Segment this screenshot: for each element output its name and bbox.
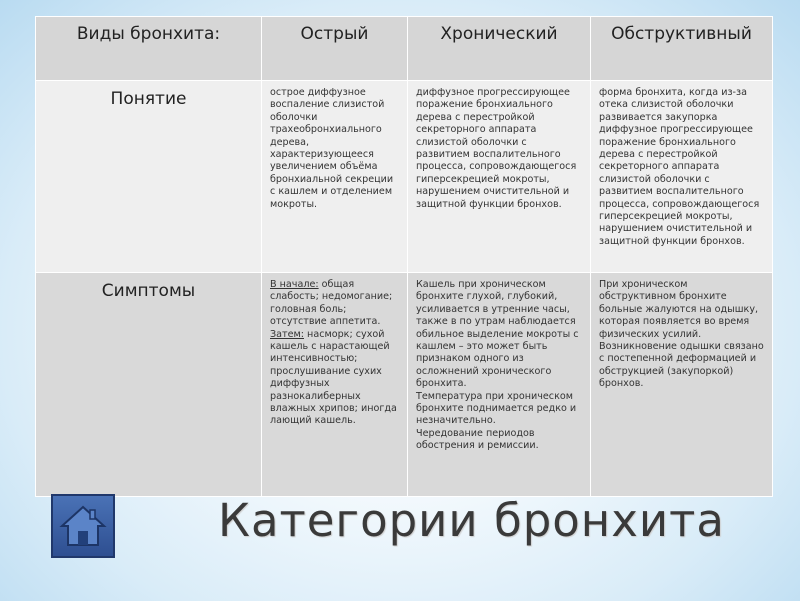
bronchitis-table <box>35 16 773 497</box>
acute-then-text: насморк; сухой кашель с нарастающей интенсивностью; прослушивание сухих диффузных разнокалиберных влажных хрипов; иногда лающий кашель. <box>270 328 397 427</box>
acute-start-text: общая слабость; недомогание; головная боль; отсутствие аппетита. <box>270 279 393 328</box>
home-button[interactable] <box>51 494 115 558</box>
page-title: Категории бронхита <box>218 494 725 547</box>
header-obstructive: Обструктивный <box>591 17 773 81</box>
cell-concept-acute: острое диффузное воспаление слизистой оболочки трахеобронхиального дерева, характеризующееся увеличением объёма бронхиальной секреции с кашлем и отделением мокроты. <box>262 81 408 273</box>
header-types: Виды бронхита: <box>36 17 262 81</box>
chronic-symptom-3: Чередование периодов обострения и ремиссии. <box>416 427 539 452</box>
chronic-symptom-2: Температура при хроническом бронхите поднимается редко и незначительно. <box>416 390 577 427</box>
table-row-symptoms <box>36 273 773 497</box>
acute-start-label: В начале: <box>270 279 319 290</box>
cell-symptoms-acute <box>262 273 408 497</box>
row-label-symptoms: Симптомы <box>36 273 262 497</box>
row-label-concept: Понятие <box>36 81 262 273</box>
cell-concept-chronic: диффузное прогрессирующее поражение бронхиального дерева с перестройкой секреторного аппарата слизистой оболочки с развитием воспалительного процесса, сопровождающегося гиперсекрецией мокроты, нарушением очистительной и защитной функции бронхов. <box>408 81 591 273</box>
header-acute: Острый <box>262 17 408 81</box>
table-header-row <box>36 17 773 81</box>
header-chronic: Хронический <box>408 17 591 81</box>
cell-concept-obstructive: форма бронхита, когда из-за отека слизистой оболочки развивается закупорка диффузное прогрессирующее поражение бронхиального дерева с перестройкой секреторного аппарата слизистой оболочки с развитием воспалительного процесса, сопровождающегося гиперсекрецией мокроты, нарушением очистительной и защитной функции бронхов. <box>591 81 773 273</box>
chronic-symptom-1: Кашель при хроническом бронхите глухой, глубокий, усиливается в утренние часы, также в по утрам наблюдается обильное выделение мокроты с кашлем – это может быть признаком одного из осложнений хронического бронхита. <box>416 279 579 390</box>
home-icon <box>59 502 107 550</box>
acute-then-label: Затем: <box>270 328 304 340</box>
cell-symptoms-chronic <box>408 273 591 497</box>
table-row-concept <box>36 81 773 273</box>
cell-symptoms-obstructive: При хроническом обструктивном бронхите больные жалуются на одышку, которая появляется во время физических усилий. Возникновение одышки связано с постепенной деформацией и обструкцией (закупоркой) бронхов. <box>591 273 773 497</box>
